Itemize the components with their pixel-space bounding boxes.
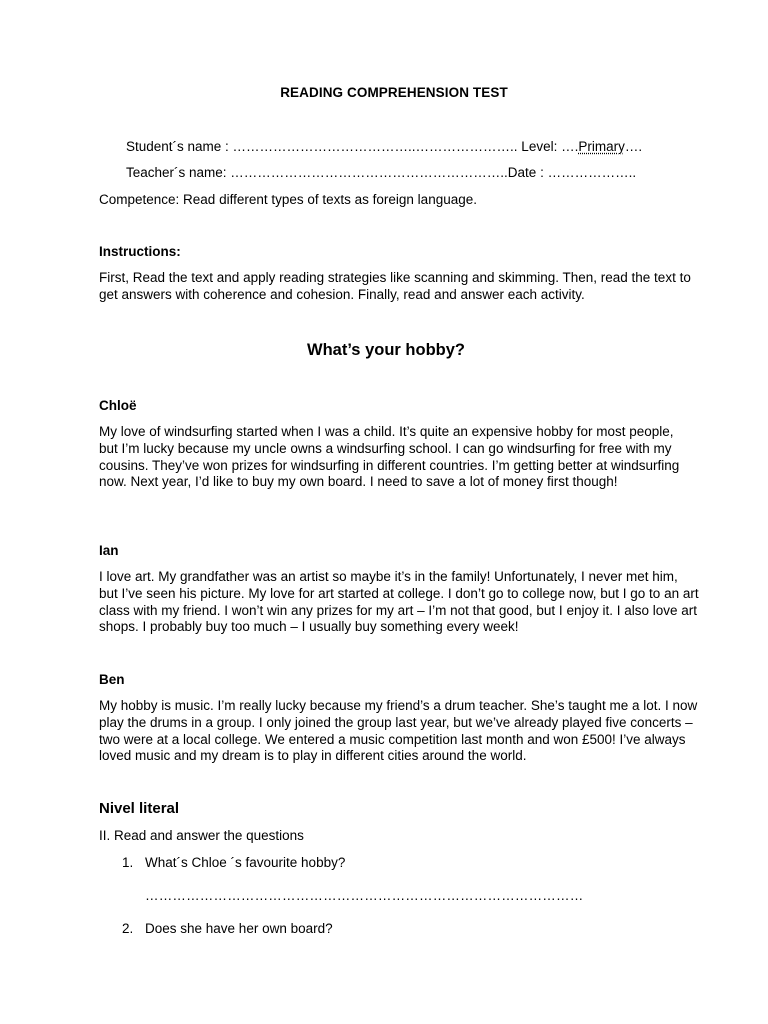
level-suffix: …. xyxy=(624,139,643,154)
student-name-line xyxy=(126,139,642,154)
section-text-chloe: My love of windsurfing started when I was a child. It’s quite an expensive hobby for most people, but I’m lucky because my uncle owns a windsurfing school. I can go windsurfing for free with my cousins. They’ve won prizes for windsurfing in different countries. I’m getting better at windsurfing now. Next year, I’d like to buy my own board. I need to save a lot of money first though! xyxy=(99,424,680,490)
student-name-label: Student´s name : …………………………………..………………….. Level: …. xyxy=(126,139,579,154)
section-name-ben: Ben xyxy=(99,672,125,687)
instructions-text: First, Read the text and apply reading strategies like scanning and skimming. Then, read the text to get answers with coherence and cohesion. Finally, read and answer each activity. xyxy=(99,270,691,302)
level-value: Primary xyxy=(578,139,625,154)
question-number: 2. xyxy=(122,921,134,936)
question-text: What´s Chloe ´s favourite hobby? xyxy=(145,855,346,870)
section-name-chloe: Chloë xyxy=(99,398,137,413)
competence-text: Competence: Read different types of texts as foreign language. xyxy=(99,192,477,207)
questions-instruction: II. Read and answer the questions xyxy=(99,828,304,843)
question-number: 1. xyxy=(122,855,134,870)
section-text-ian: I love art. My grandfather was an artist so maybe it’s in the family! Unfortunately, I never met him, but I’ve seen his picture. My love for art started at college. I don’t go to college now, but I go to an art class with my friend. I won’t win any prizes for my art – I’m not that good, but I enjoy it. I also love art shops. I probably buy too much – I usually buy something every week! xyxy=(99,569,699,635)
answer-line[interactable]: …………………………………………………………………………………… xyxy=(145,888,584,903)
nivel-literal-heading: Nivel literal xyxy=(99,800,180,817)
question-text: Does she have her own board? xyxy=(145,921,333,936)
section-text-ben: My hobby is music. I’m really lucky because my friend’s a drum teacher. She’s taught me a lot. I now play the drums in a group. I only joined the group last year, but we’ve already played five concerts – two were at a local college. We entered a music competition last month and won £500! I’ve always loved music and my dream is to play in different cities around the world. xyxy=(99,698,698,764)
document-title: READING COMPREHENSION TEST xyxy=(280,85,508,100)
teacher-name-line: Teacher´s name: ……………………………………………………..Date : ……………….. xyxy=(126,165,637,180)
story-title: What’s your hobby? xyxy=(307,341,465,359)
section-name-ian: Ian xyxy=(99,543,119,558)
instructions-heading: Instructions: xyxy=(99,244,181,259)
